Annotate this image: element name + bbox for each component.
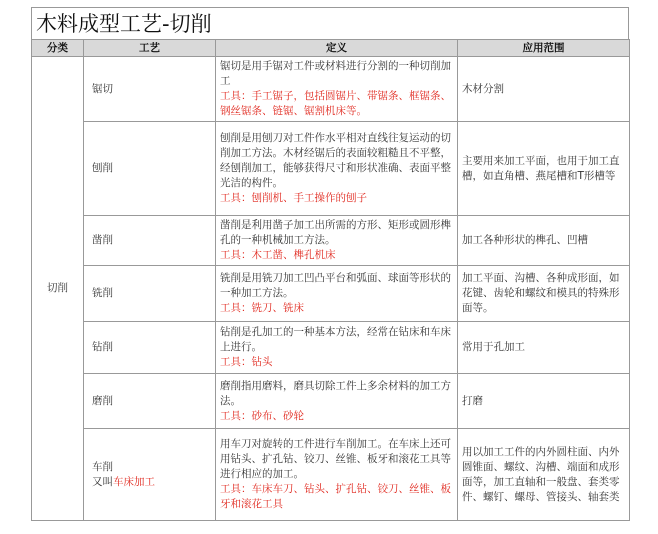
process-name: 钻削 [92,341,113,353]
process-cell [84,266,216,322]
definition-text: 刨削是用刨刀对工件作水平相对直线往复运动的切削加工方法。木材经锯后的表面较粗糙且不平整，经刨削加工，能够获得尺寸和形状准确、表面平整光洁的构件。 [220,132,451,189]
process-cell [84,322,216,374]
table-row [32,57,630,122]
table-header-row [32,40,630,57]
process-cell [84,374,216,429]
table-row [32,429,630,521]
definition-text: 铣削是用铣刀加工凹凸平台和弧面、球面等形状的一种加工方法。 [220,272,451,299]
table-row [32,374,630,429]
definition-text: 磨削指用磨料，磨具切除工件上多余材料的加工方法。 [220,379,451,407]
process-name: 凿削 [92,234,113,246]
table-row [32,216,630,266]
process-cell [84,122,216,216]
process-name: 锯切 [92,82,113,95]
definition-cell [216,216,458,266]
process-alias [92,475,211,490]
document-sheet [31,7,629,521]
table-row [32,266,630,322]
tools-text: 工具：刨削机、手工操作的刨子 [220,192,367,204]
table-row [32,122,630,216]
application-cell: 加工平面、沟槽、各种成形面，如花键、齿轮和螺纹和模具的特殊形面等。 [458,266,630,322]
header-category: 分类 [32,40,84,57]
header-definition: 定义 [216,40,458,57]
process-name: 铣削 [92,287,113,299]
category-cell: 切削 [32,57,84,521]
definition-cell [216,122,458,216]
table-row [32,322,630,374]
application-cell: 木材分割 [458,57,630,122]
definition-text: 锯切是用手锯对工件或材料进行分割的一种切削加工 [220,60,451,87]
page-title: 木料成型工艺-切削 [31,7,629,39]
tools-text: 工具：砂布、砂轮 [220,409,304,422]
definition-cell [216,57,458,122]
tools-text: 工具：木工凿、榫孔机床 [220,249,336,261]
process-table [31,39,630,521]
application-cell: 常用于孔加工 [458,322,630,374]
header-application: 应用范围 [458,40,630,57]
tools-text: 工具：铣刀、铣床 [220,302,304,314]
definition-text: 凿削是利用凿子加工出所需的方形、矩形或圆形榫孔的一种机械加工方法。 [220,219,451,246]
definition-text: 钻削是孔加工的一种基本方法，经常在钻床和车床上进行。 [220,326,451,353]
process-alias-prefix: 又叫 [92,475,113,488]
tools-text: 工具：钻头 [220,356,273,368]
application-cell: 用以加工工件的内外圆柱面、内外圆锥面、螺纹、沟槽、端面和成形面等，加工直轴和一般盘、套类零件、螺钉、螺母、管接头、轴套类 [458,429,630,521]
application-cell: 打磨 [458,374,630,429]
tools-text: 工具：车床车刀、钻头、扩孔钻、铰刀、丝锥、板牙和滚花工具 [220,483,451,510]
process-alias-name: 车床加工 [113,475,155,488]
definition-cell [216,266,458,322]
definition-text: 用车刀对旋转的工件进行车削加工。在车床上还可用钻头、扩孔钻、铰刀、丝锥、板牙和滚花工具等进行相应的加工。 [220,438,451,480]
process-cell [84,57,216,122]
definition-cell [216,322,458,374]
definition-cell [216,429,458,521]
process-cell [84,429,216,521]
definition-cell [216,374,458,429]
application-cell: 主要用来加工平面，也用于加工直槽，如直角槽、燕尾槽和T形槽等 [458,122,630,216]
process-name: 刨削 [92,162,113,174]
tools-text: 工具：手工锯子，包括圆锯片、带锯条、框锯条、钢丝锯条、链锯、锯割机床等。 [220,90,451,117]
application-cell: 加工各种形状的榫孔、凹槽 [458,216,630,266]
process-name: 磨削 [92,394,113,407]
header-process: 工艺 [84,40,216,57]
process-cell [84,216,216,266]
process-name: 车削 [92,460,113,473]
